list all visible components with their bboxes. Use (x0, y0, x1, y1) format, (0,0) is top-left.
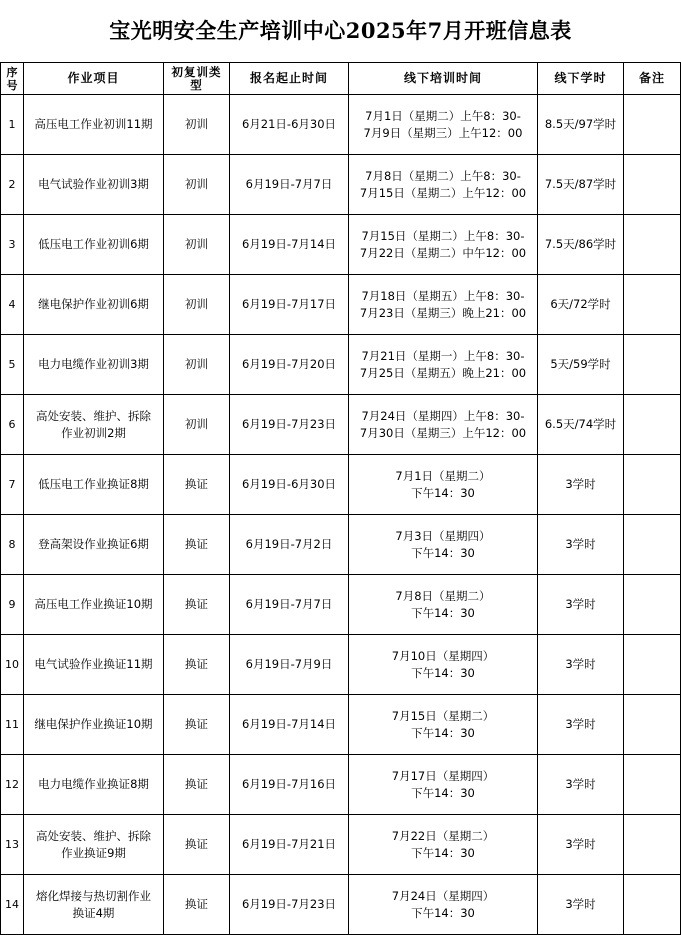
cell-project: 电力电缆作业换证8期 (24, 755, 164, 815)
table-row (1, 335, 681, 395)
cell-seq: 11 (1, 695, 24, 755)
cell-training: 7月1日（星期二） 下午14：30 (349, 455, 538, 515)
cell-training: 7月22日（星期二） 下午14：30 (349, 815, 538, 875)
table-row (1, 695, 681, 755)
header-type: 初复训类 型 (164, 63, 230, 95)
table-row (1, 575, 681, 635)
cell-type: 初训 (164, 95, 230, 155)
cell-remarks (624, 635, 681, 695)
cell-type: 初训 (164, 335, 230, 395)
cell-type: 换证 (164, 575, 230, 635)
cell-seq: 8 (1, 515, 24, 575)
cell-project: 高处安装、维护、拆除 作业初训2期 (24, 395, 164, 455)
cell-seq: 4 (1, 275, 24, 335)
table-body (1, 95, 681, 935)
cell-type: 换证 (164, 815, 230, 875)
cell-signup: 6月19日-7月14日 (230, 695, 349, 755)
cell-project: 低压电工作业初训6期 (24, 215, 164, 275)
cell-seq: 1 (1, 95, 24, 155)
cell-seq: 5 (1, 335, 24, 395)
cell-seq: 10 (1, 635, 24, 695)
cell-type: 换证 (164, 635, 230, 695)
cell-signup: 6月19日-7月23日 (230, 395, 349, 455)
cell-project: 电气试验作业初训3期 (24, 155, 164, 215)
cell-type: 初训 (164, 155, 230, 215)
cell-training: 7月3日（星期四） 下午14：30 (349, 515, 538, 575)
cell-hours: 5天/59学时 (538, 335, 624, 395)
cell-hours: 3学时 (538, 455, 624, 515)
header-signup: 报名起止时间 (230, 63, 349, 95)
cell-type: 换证 (164, 695, 230, 755)
cell-remarks (624, 215, 681, 275)
cell-project: 低压电工作业换证8期 (24, 455, 164, 515)
cell-remarks (624, 275, 681, 335)
cell-training: 7月18日（星期五）上午8：30- 7月23日（星期三）晚上21：00 (349, 275, 538, 335)
cell-hours: 3学时 (538, 815, 624, 875)
table-row (1, 395, 681, 455)
cell-type: 换证 (164, 875, 230, 935)
cell-hours: 3学时 (538, 875, 624, 935)
table-header-row (1, 63, 681, 95)
table-row (1, 275, 681, 335)
cell-project: 继电保护作业换证10期 (24, 695, 164, 755)
cell-project: 登高架设作业换证6期 (24, 515, 164, 575)
header-hours: 线下学时 (538, 63, 624, 95)
table-row (1, 875, 681, 935)
cell-seq: 12 (1, 755, 24, 815)
table-row (1, 95, 681, 155)
cell-seq: 9 (1, 575, 24, 635)
cell-hours: 3学时 (538, 515, 624, 575)
cell-hours: 7.5天/87学时 (538, 155, 624, 215)
cell-signup: 6月19日-7月7日 (230, 575, 349, 635)
cell-seq: 13 (1, 815, 24, 875)
cell-type: 初训 (164, 395, 230, 455)
cell-training: 7月21日（星期一）上午8：30- 7月25日（星期五）晚上21：00 (349, 335, 538, 395)
cell-training: 7月8日（星期二） 下午14：30 (349, 575, 538, 635)
header-training: 线下培训时间 (349, 63, 538, 95)
cell-hours: 6天/72学时 (538, 275, 624, 335)
cell-signup: 6月19日-7月9日 (230, 635, 349, 695)
cell-hours: 3学时 (538, 635, 624, 695)
cell-project: 高处安装、维护、拆除 作业换证9期 (24, 815, 164, 875)
cell-hours: 3学时 (538, 695, 624, 755)
cell-signup: 6月21日-6月30日 (230, 95, 349, 155)
cell-signup: 6月19日-7月7日 (230, 155, 349, 215)
cell-training: 7月15日（星期二） 下午14：30 (349, 695, 538, 755)
cell-remarks (624, 575, 681, 635)
table-row (1, 455, 681, 515)
cell-hours: 3学时 (538, 575, 624, 635)
cell-seq: 6 (1, 395, 24, 455)
header-project: 作业项目 (24, 63, 164, 95)
cell-remarks (624, 395, 681, 455)
cell-hours: 7.5天/86学时 (538, 215, 624, 275)
cell-remarks (624, 95, 681, 155)
cell-training: 7月1日（星期二）上午8：30- 7月9日（星期三）上午12：00 (349, 95, 538, 155)
cell-training: 7月24日（星期四） 下午14：30 (349, 875, 538, 935)
schedule-table (0, 62, 681, 935)
cell-hours: 6.5天/74学时 (538, 395, 624, 455)
cell-signup: 6月19日-6月30日 (230, 455, 349, 515)
cell-project: 电气试验作业换证11期 (24, 635, 164, 695)
page-title: 宝光明安全生产培训中心2025年7月开班信息表 (109, 18, 572, 43)
cell-project: 电力电缆作业初训3期 (24, 335, 164, 395)
header-remarks: 备注 (624, 63, 681, 95)
cell-signup: 6月19日-7月16日 (230, 755, 349, 815)
table-row (1, 755, 681, 815)
cell-type: 换证 (164, 455, 230, 515)
cell-signup: 6月19日-7月17日 (230, 275, 349, 335)
cell-training: 7月8日（星期二）上午8：30- 7月15日（星期二）上午12：00 (349, 155, 538, 215)
cell-project: 熔化焊接与热切割作业 换证4期 (24, 875, 164, 935)
cell-signup: 6月19日-7月14日 (230, 215, 349, 275)
cell-training: 7月24日（星期四）上午8：30- 7月30日（星期三）上午12：00 (349, 395, 538, 455)
cell-project: 高压电工作业换证10期 (24, 575, 164, 635)
table-row (1, 155, 681, 215)
header-seq: 序 号 (1, 63, 24, 95)
cell-type: 初训 (164, 275, 230, 335)
cell-hours: 8.5天/97学时 (538, 95, 624, 155)
cell-seq: 2 (1, 155, 24, 215)
cell-signup: 6月19日-7月21日 (230, 815, 349, 875)
cell-remarks (624, 875, 681, 935)
cell-seq: 3 (1, 215, 24, 275)
cell-signup: 6月19日-7月2日 (230, 515, 349, 575)
cell-remarks (624, 455, 681, 515)
cell-signup: 6月19日-7月23日 (230, 875, 349, 935)
cell-type: 初训 (164, 215, 230, 275)
cell-signup: 6月19日-7月20日 (230, 335, 349, 395)
cell-hours: 3学时 (538, 755, 624, 815)
cell-remarks (624, 515, 681, 575)
cell-training: 7月17日（星期四） 下午14：30 (349, 755, 538, 815)
cell-seq: 14 (1, 875, 24, 935)
table-row (1, 635, 681, 695)
table-row (1, 215, 681, 275)
cell-training: 7月15日（星期二）上午8：30- 7月22日（星期二）中午12：00 (349, 215, 538, 275)
cell-type: 换证 (164, 755, 230, 815)
cell-seq: 7 (1, 455, 24, 515)
cell-training: 7月10日（星期四） 下午14：30 (349, 635, 538, 695)
cell-project: 继电保护作业初训6期 (24, 275, 164, 335)
cell-remarks (624, 335, 681, 395)
table-row (1, 515, 681, 575)
table-row (1, 815, 681, 875)
cell-remarks (624, 815, 681, 875)
cell-remarks (624, 695, 681, 755)
cell-remarks (624, 155, 681, 215)
cell-remarks (624, 755, 681, 815)
cell-project: 高压电工作业初训11期 (24, 95, 164, 155)
cell-type: 换证 (164, 515, 230, 575)
